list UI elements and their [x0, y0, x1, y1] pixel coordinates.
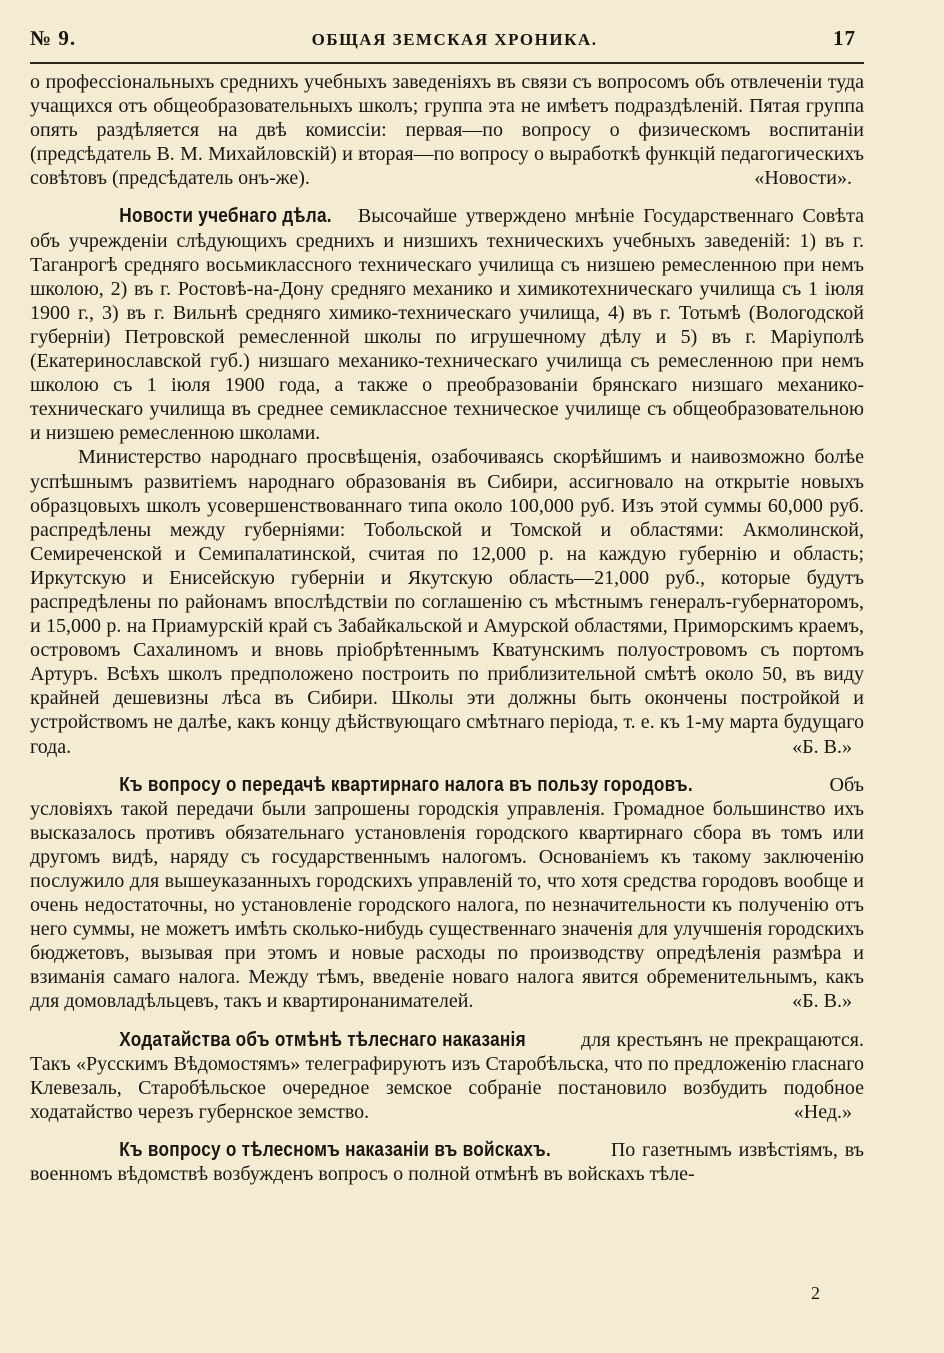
- paragraph-text: Высочайше утверждено мнѣніе Государственнаго Совѣта объ учрежденіи слѣдующихъ среднихъ и низшихъ техническихъ учебныхъ заведеній: 1) въ г. Таганрогѣ средняго восьмиклассного техническаго училища съ низшею ремесленною при немъ школою, 2) въ г. Ростовѣ-на-Дону средняго механико и химикотехническаго училища съ 1 іюля 1900 г., 3) въ г. Вильнѣ средняго химико-техническаго училища, 4) въ г. Тотьмѣ (Вологодской губерніи) Петровской ремесленной школы по игрушечному дѣлу и 5) въ г. Маріуполѣ (Екатеринославской губ.) низшаго механико-техническаго училища съ ремесленною при немъ школою съ 1 іюля 1900 года, а также о преобразованіи брянскаго низшаго механико-техническаго училища въ среднее семиклассное техническое училище съ общеобразовательною и низшею ремесленною школами.: [30, 205, 864, 445]
- spacer: [30, 1124, 864, 1138]
- paragraph-text: Объ условіяхъ такой передачи были запрошены городскія управленія. Громадное большинство ихъ высказалось противъ обязательнаго установленія городского квартирнаго сбора въ томъ или другомъ видѣ, наряду съ государственнымъ налогомъ. Основаніемъ къ такому заключенію послужило для вышеуказанныхъ городскихъ управленій то, что хотя средства городовъ вообще и очень недостаточны, но установленіе городского налога, по незначительности къ полученію отъ него суммы, не можетъ имѣть сколько-нибудь существеннаго значенія для улучшенія городскихъ бюджетовъ, вызывая при этомъ и новые расходы по производству опредѣленія размѣра и взиманія самаго налога. Между тѣмъ, введеніе новаго налога явится обременительнымъ, какъ для домовладѣльцевъ, такъ и квартиронанимателей.: [30, 773, 864, 1013]
- paragraph-heading: Къ вопросу о тѣлесномъ наказаніи въ войскахъ.: [119, 1138, 552, 1161]
- running-header: [30, 26, 864, 56]
- paragraph-heading: Къ вопросу о передачѣ квартирнаго налога въ пользу городовъ.: [119, 773, 693, 796]
- source-attribution: «Нед.»: [793, 1100, 852, 1123]
- paragraph-text: Министерство народнаго просвѣщенія, озабочиваясь скорѣйшимъ и наивозможно болѣе успѣшнымъ развитіемъ народнаго образованія въ Сибири, ассигновало на открытіе новыхъ образцовыхъ школъ усовершенствованнаго типа около 100,000 руб. Изъ этой суммы 60,000 руб. распредѣлены между губерніями: Тобольской и Томской и областями: Акмолинской, Семиреченской и Семипалатинской, считая по 12,000 р. на каждую губернію и область; Иркутскую и Енисейскую губерніи и Якутскую область—21,000 руб., которые будутъ распредѣлены по районамъ впослѣдствіи по соглашенію съ мѣстнымъ генералъ-губернаторомъ, и 15,000 р. на Приамурскій край съ Забайкальской и Амурской областями, Приморскимъ краемъ, островомъ Сахалиномъ и вновь пріобрѣтеннымъ Кватунскимъ полуостровомъ съ портомъ Артуръ. Всѣхъ школъ предположено построить по приблизительной смѣтѣ около 50, въ виду крайней дешевизны лѣса въ Сибири. Школы эти должны быть окончены постройкой и устройствомъ не далѣе, какъ концу дѣйствующаго смѣтнаго періода, т. е. къ 1-му марта будущаго года.: [30, 446, 864, 758]
- paragraph-education-news: [30, 204, 864, 445]
- paragraph-siberia-schools: [30, 445, 864, 758]
- spacer: [30, 1014, 864, 1028]
- spacer: [30, 190, 864, 204]
- source-attribution: «Б. В.»: [792, 990, 852, 1013]
- signature-mark: 2: [811, 1283, 820, 1303]
- section-title: ОБЩАЯ ЗЕМСКАЯ ХРОНИКА.: [311, 30, 598, 49]
- paragraph-heading: Ходатайства объ отмѣнѣ тѣлеснаго наказанія: [119, 1028, 526, 1051]
- paragraph-text: для крестьянъ не прекращаются. Такъ «Русскимъ Вѣдомостямъ» телеграфируютъ изъ Старобѣльска, что по предложенію гласнаго Клевезаль, Старобѣльское очередное земское собраніе постановило возбудить подобное ходатайство черезъ губернское земство.: [30, 1028, 864, 1123]
- source-attribution: «Новости».: [754, 167, 852, 190]
- spacer: [30, 759, 864, 773]
- paragraph-text: По газетнымъ извѣстіямъ, въ военномъ вѣдомствѣ возбужденъ вопросъ о полной отмѣнѣ въ войскахъ тѣле-: [30, 1138, 864, 1186]
- body-text: [30, 70, 864, 1186]
- source-attribution: «Б. В.»: [792, 735, 852, 758]
- paragraph-army-punishment: [30, 1138, 864, 1186]
- paragraph-heading: Новости учебнаго дѣла.: [119, 205, 332, 228]
- header-rule: [30, 62, 864, 64]
- paragraph-housing-tax: [30, 773, 864, 1014]
- paragraph-corporal-punishment-petitions: [30, 1028, 864, 1124]
- issue-number: № 9.: [30, 26, 77, 50]
- paragraph-continuation: [30, 70, 864, 190]
- paragraph-text: о профессіональныхъ среднихъ учебныхъ заведеніяхъ въ связи съ вопросомъ объ отвлеченіи туда учащихся отъ общеобразовательныхъ школъ; группа эта не имѣетъ подраздѣленій. Пятая группа опять раздѣляется на двѣ комиссіи: первая—по вопросу о физическомъ воспитаніи (предсѣдатель В. М. Михайловскій) и вторая—по вопросу о выработкѣ функцій педагогическихъ совѣтовъ (предсѣдатель онъ-же).: [30, 71, 864, 190]
- page-number: 17: [833, 26, 856, 50]
